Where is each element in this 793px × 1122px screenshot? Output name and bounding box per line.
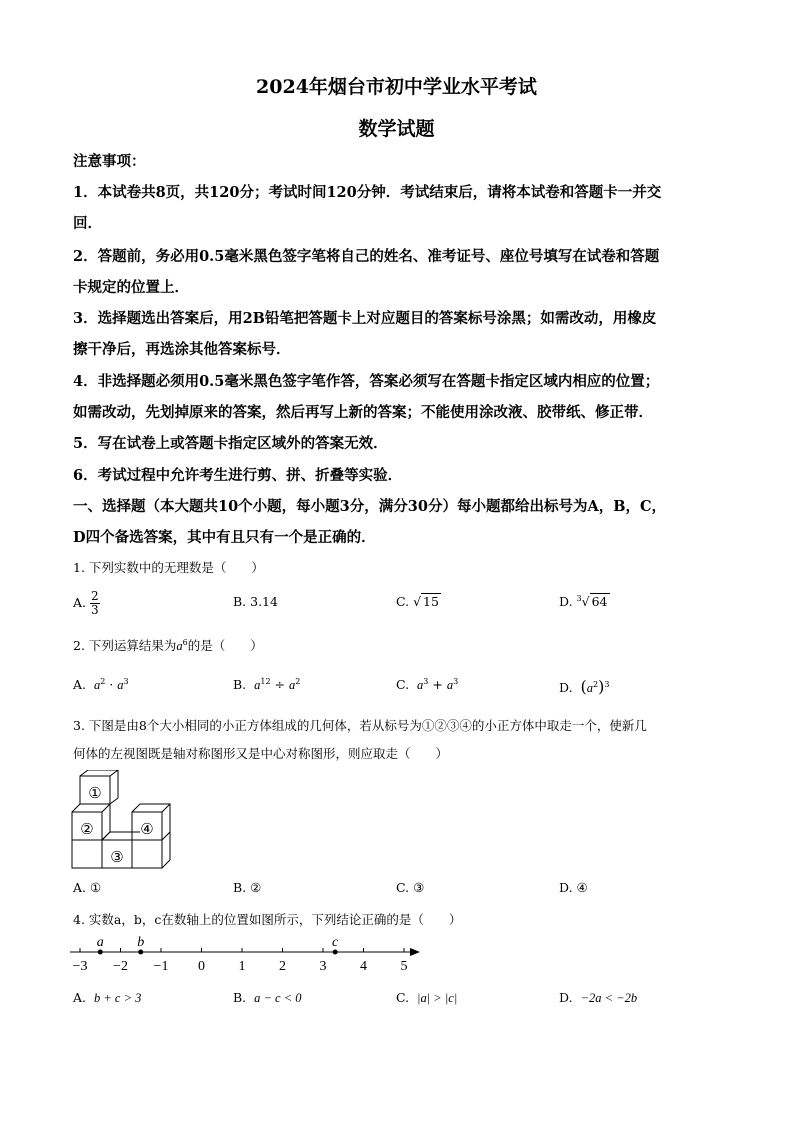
- section-heading-cont: D四个备选答案，其中有且只有一个是正确的．: [73, 529, 376, 546]
- note-line: 5．写在试卷上或答题卡指定区域外的答案无效．: [73, 435, 388, 452]
- q4-option-c[interactable]: C. |a| > |c|: [396, 990, 458, 1005]
- notes-heading: 注意事项：: [73, 153, 146, 170]
- note-line: 4．非选择题必须用0.5毫米黑色签字笔作答，答案必须写在答题卡指定区域内相应的位置；: [73, 373, 660, 390]
- q2-option-c[interactable]: C. $a^3 + a^3$: [396, 677, 459, 693]
- note-line: 回．: [73, 215, 102, 232]
- cube-figure: [70, 770, 175, 870]
- point-label-a: a: [96, 935, 104, 950]
- q3-stem: 3. 下图是由8个大小相同的小正方体组成的几何体，若从标号为①②③④的小正方体中取走一个，使新几: [73, 718, 647, 733]
- tick-label: −2: [113, 959, 128, 974]
- fraction: $\frac{2}{3}$: [91, 589, 99, 617]
- note-line: 1．本试卷共8页，共120分；考试时间120分钟．考试结束后，请将本试卷和答题卡一并交: [73, 184, 662, 201]
- q2-option-b[interactable]: B. $a^{12} \div a^2$: [233, 677, 301, 693]
- q4-option-a[interactable]: A. b + c > 3: [73, 990, 142, 1005]
- point-c: [333, 950, 338, 955]
- q3-option-c[interactable]: C. ③: [396, 880, 425, 895]
- q3-option-d[interactable]: D. ④: [559, 880, 588, 895]
- cube-label-1: ①: [88, 784, 102, 802]
- radicand: 15: [423, 594, 439, 609]
- tick-label: 5: [400, 959, 408, 974]
- tick-label: 3: [319, 959, 327, 974]
- tick-label: 4: [360, 959, 367, 974]
- exam-subtitle: 数学试题: [358, 118, 435, 140]
- root-index: 3: [576, 594, 582, 603]
- exam-title: 2024年烟台市初中学业水平考试: [256, 76, 537, 98]
- note-line: 如需改动，先划掉原来的答案，然后再写上新的答案；不能使用涂改液、胶带纸、修正带．: [73, 404, 653, 421]
- q4-option-d[interactable]: D. −2a < −2b: [559, 990, 638, 1005]
- note-line: 6．考试过程中允许考生进行剪、拼、折叠等实验．: [73, 467, 403, 484]
- cube-label-2: ②: [80, 820, 94, 838]
- q2-option-d[interactable]: D. $(a^2)^3$: [559, 677, 610, 696]
- q1-option-d[interactable]: D. $^3$√ 64: [559, 594, 608, 610]
- point-label-c: c: [332, 935, 339, 950]
- q3-option-b[interactable]: B. ②: [233, 880, 262, 895]
- q3-stem-cont: 何体的左视图既是轴对称图形又是中心对称图形，则应取走（ ）: [73, 746, 449, 761]
- note-line: 2．答题前，务必用0.5毫米黑色签字笔将自己的姓名、准考证号、座位号填写在试卷和答题: [73, 248, 660, 265]
- tick-label: −3: [72, 959, 88, 974]
- note-line: 擦干净后，再选涂其他答案标号．: [73, 341, 291, 358]
- tick-label: −1: [153, 959, 169, 974]
- q1-stem: 1. 下列实数中的无理数是（ ）: [73, 560, 264, 575]
- q1-option-c[interactable]: C. √ 15: [396, 594, 439, 609]
- tick-label: 1: [238, 959, 246, 974]
- radicand: 64: [591, 594, 608, 610]
- q3-option-a[interactable]: A. ①: [73, 880, 102, 895]
- axis-arrow: [410, 948, 420, 956]
- q4-stem: 4. 实数a，b，c在数轴上的位置如图所示，下列结论正确的是（ ）: [73, 912, 462, 927]
- q2-stem: 2. 下列运算结果为$a^6$的是（ ）: [73, 637, 263, 653]
- note-line: 卡规定的位置上．: [73, 279, 189, 296]
- note-line: 3．选择题选出答案后，用2B铅笔把答题卡上对应题目的答案标号涂黑；如需改动，用橡皮: [73, 310, 657, 327]
- point-b: [138, 950, 143, 955]
- tick-label: 0: [198, 959, 205, 974]
- cube-label-4: ④: [140, 820, 154, 838]
- q4-option-b[interactable]: B. a − c < 0: [233, 990, 302, 1005]
- tick-label: 2: [279, 959, 286, 974]
- number-line: [68, 932, 428, 976]
- q2-option-a[interactable]: A. $a^2 \cdot a^3$: [73, 677, 129, 693]
- q1-option-a[interactable]: A. $\frac{2}{3}$: [73, 589, 99, 617]
- section-heading: 一、选择题（本大题共10个小题，每小题3分，满分30分）每小题都给出标号为A，B，C，: [73, 498, 666, 515]
- cube-label-3: ③: [110, 848, 124, 866]
- q1-option-b[interactable]: B. 3.14: [233, 594, 278, 609]
- point-a: [98, 950, 103, 955]
- point-label-b: b: [137, 935, 145, 950]
